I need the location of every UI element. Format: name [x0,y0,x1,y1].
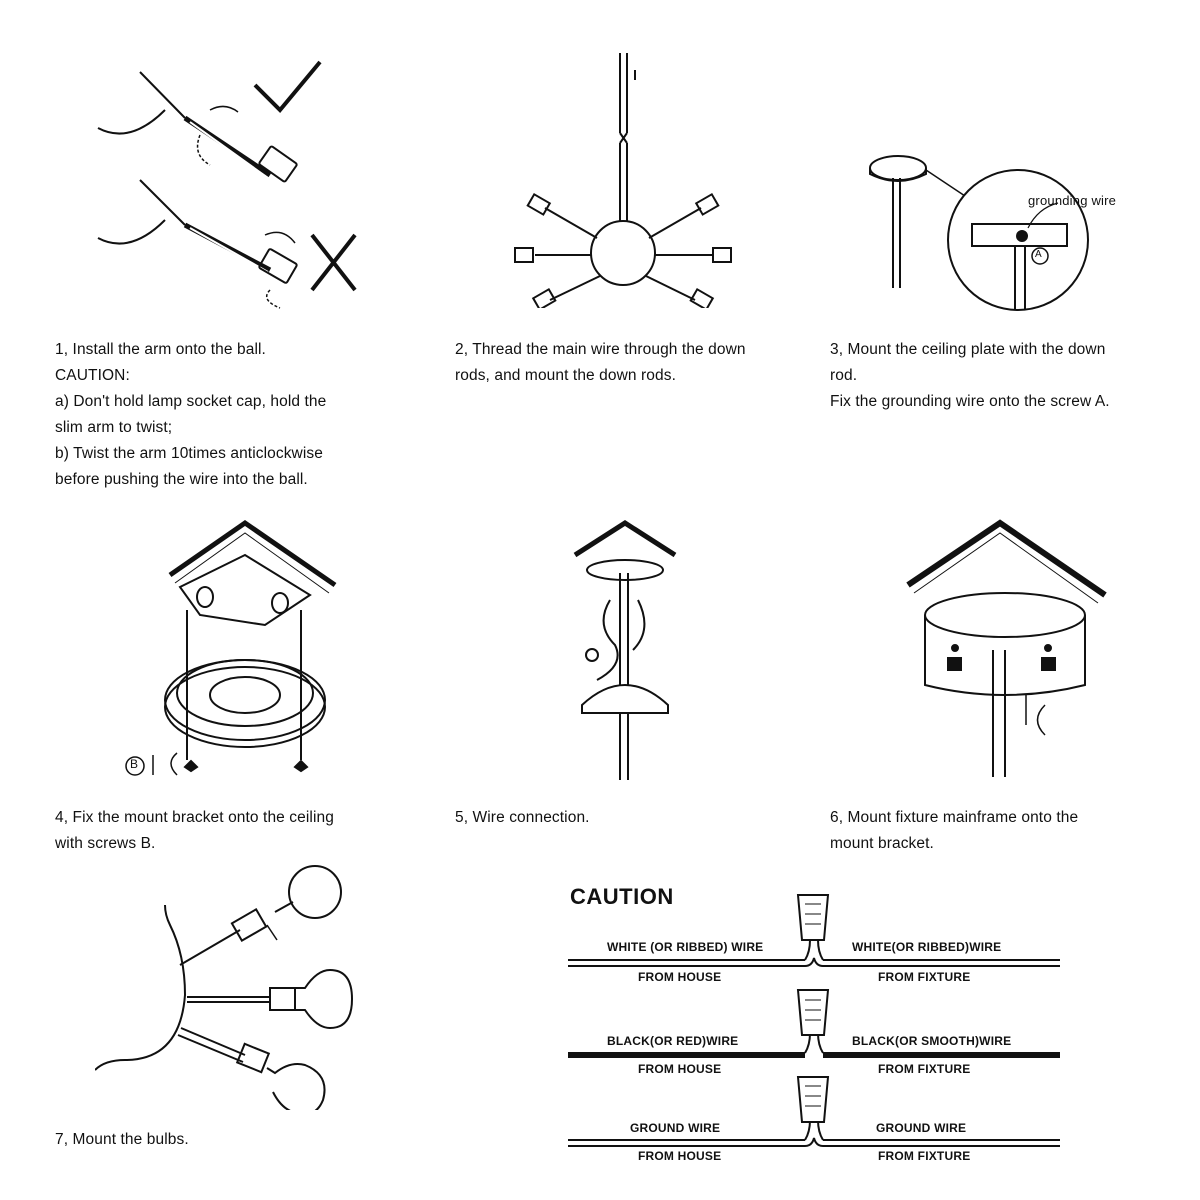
step4-line: 4, Fix the mount bracket onto the ceiling [55,809,334,826]
screw-a-marker: A [1035,249,1042,260]
step4-illustration [105,515,345,785]
step2-line: 2, Thread the main wire through the down [455,341,746,358]
step4-line: with screws B. [55,835,156,852]
from-fixture-label: FROM FIXTURE [878,970,971,984]
fixture-wire-label: WHITE(OR RIBBED)WIRE [852,940,1002,954]
step5-illustration [570,515,680,785]
screw-b-marker: B [130,757,139,771]
step1-text [55,337,326,493]
step3-line: rod. [830,367,858,384]
step1-line: before pushing the wire into the ball. [55,471,308,488]
step3-line: 3, Mount the ceiling plate with the down [830,341,1106,358]
step6-line: mount bracket. [830,835,934,852]
step2-illustration [505,48,745,308]
step7-text [55,1127,189,1153]
step5-line: 5, Wire connection. [455,809,590,826]
step1-line: 1, Install the arm onto the ball. [55,341,266,358]
step6-line: 6, Mount fixture mainframe onto the [830,809,1079,826]
step3-illustration [860,150,1100,320]
fixture-wire-label: GROUND WIRE [876,1121,967,1135]
step2-line: rods, and mount the down rods. [455,367,676,384]
step1-line: CAUTION: [55,367,130,384]
step7-illustration [95,860,365,1110]
from-house-label: FROM HOUSE [638,1062,722,1076]
from-house-label: FROM HOUSE [638,1149,722,1163]
step4-text [55,805,334,857]
house-wire-label: GROUND WIRE [630,1121,721,1135]
caution-title: CAUTION [570,884,674,909]
step2-text [455,337,746,389]
step1-line: b) Twist the arm 10times anticlockwise [55,445,323,462]
from-fixture-label: FROM FIXTURE [878,1062,971,1076]
house-wire-label: BLACK(OR RED)WIRE [607,1034,739,1048]
step3-line: Fix the grounding wire onto the screw A. [830,393,1110,410]
grounding-wire-callout: grounding wire [1028,193,1117,208]
step1-line: slim arm to twist; [55,419,173,436]
step1-illustration [90,50,380,320]
from-house-label: FROM HOUSE [638,970,722,984]
step6-illustration [900,515,1120,785]
step1-line: a) Don't hold lamp socket cap, hold the [55,393,327,410]
step3-text [830,337,1110,415]
step7-line: 7, Mount the bulbs. [55,1131,189,1148]
from-fixture-label: FROM FIXTURE [878,1149,971,1163]
fixture-wire-label: BLACK(OR SMOOTH)WIRE [852,1034,1012,1048]
step5-text [455,805,590,831]
house-wire-label: WHITE (OR RIBBED) WIRE [607,940,764,954]
step6-text [830,805,1078,857]
